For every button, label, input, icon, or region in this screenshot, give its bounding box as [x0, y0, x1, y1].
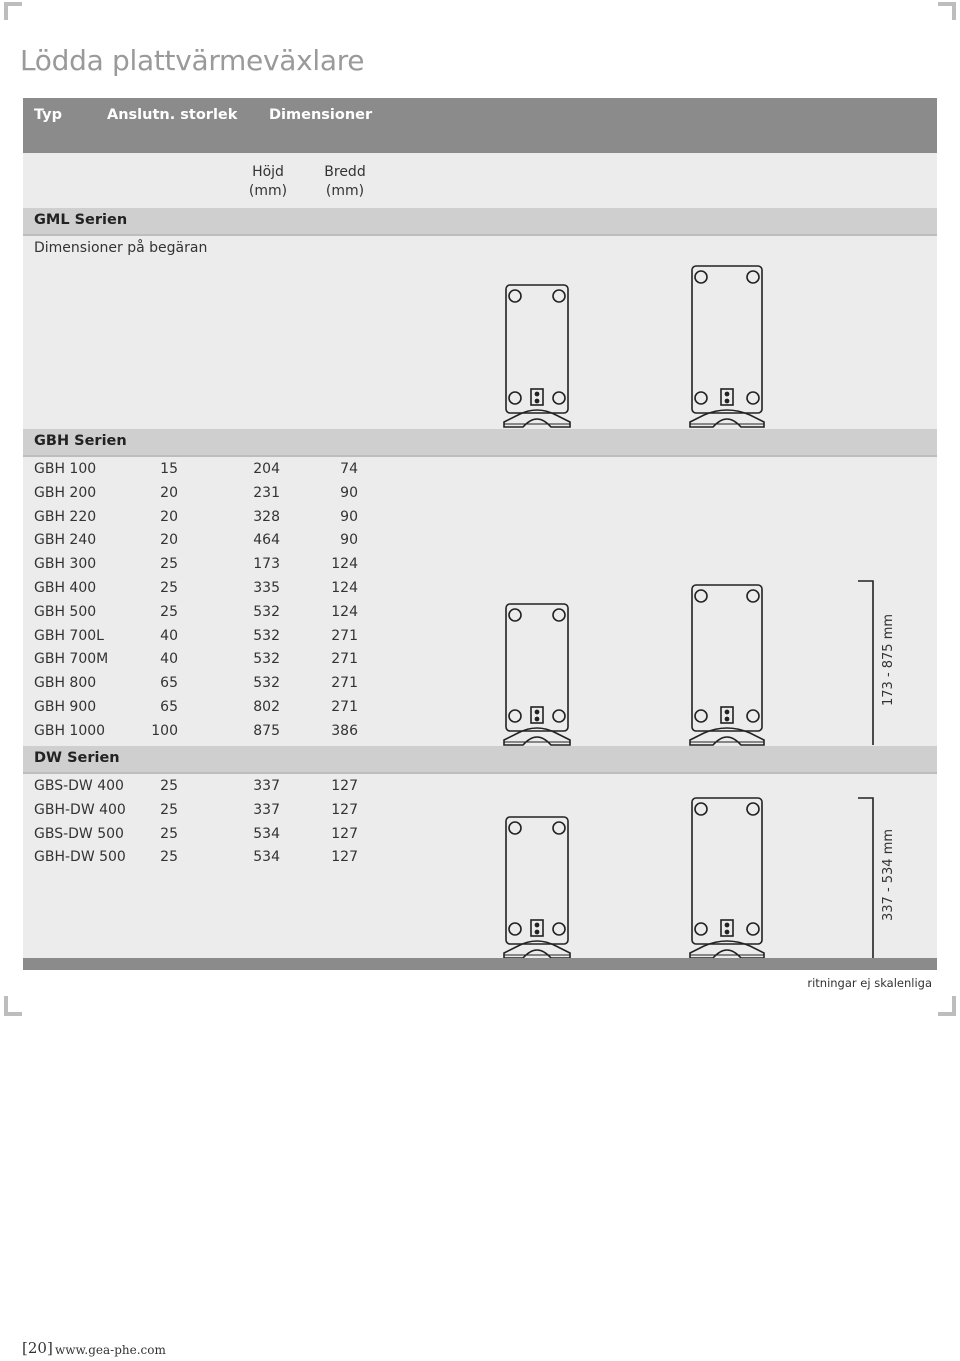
cell-connection: 100: [151, 722, 178, 739]
cell-width: 90: [340, 484, 358, 501]
width-label: Bredd: [324, 164, 366, 180]
heat-exchanger-icon: [504, 285, 570, 427]
cell-connection: 65: [160, 699, 178, 715]
cell-model: GBH 400: [34, 580, 97, 596]
width-unit: (mm): [325, 183, 365, 199]
cell-width: 124: [331, 580, 358, 596]
cell-width: 124: [331, 556, 358, 573]
cell-width: 127: [331, 849, 358, 866]
heat-exchanger-icon: [690, 266, 764, 427]
height-label: Höjd: [252, 164, 284, 180]
cell-height: 335: [253, 580, 280, 596]
table-footer-bar: [23, 958, 937, 970]
header-dimensions: Dimensioner: [269, 107, 373, 123]
cell-model: GBH 100: [34, 461, 97, 477]
cell-width: 90: [340, 508, 358, 525]
page-title: Lödda plattvärmeväxlare: [20, 44, 365, 77]
cell-height: 532: [253, 627, 280, 644]
cell-connection: 40: [160, 651, 178, 668]
cell-connection: 25: [160, 778, 178, 794]
cell-height: 328: [253, 508, 280, 525]
heat-exchanger-icon: [690, 798, 764, 958]
section-title: GBH Serien: [34, 433, 127, 449]
cell-model: GBH-DW 500: [34, 849, 126, 866]
cell-height: 464: [253, 532, 280, 549]
cell-model: GBH 300: [34, 556, 97, 573]
cell-connection: 20: [160, 484, 178, 501]
section-title: DW Serien: [34, 750, 120, 766]
cell-height: 802: [253, 699, 280, 715]
cell-model: GBH 700M: [34, 651, 109, 668]
cell-width: 271: [331, 627, 358, 644]
cell-model: GBH-DW 400: [34, 801, 126, 818]
cell-height: 337: [253, 801, 280, 818]
website-url: www.gea-phe.com: [55, 1343, 166, 1357]
cell-connection: 25: [160, 849, 178, 866]
cell-model: GBH 220: [34, 508, 97, 525]
cell-height: 534: [253, 825, 280, 842]
scale-note: ritningar ej skalenliga: [807, 976, 932, 990]
heat-exchanger-icon: [504, 604, 570, 745]
cell-height: 534: [253, 849, 280, 866]
cell-connection: 20: [160, 532, 178, 549]
cell-connection: 25: [160, 556, 178, 573]
range-bracket-dw: [858, 798, 873, 958]
heat-exchanger-icon: [504, 817, 570, 958]
cell-model: GBH 700L: [34, 627, 104, 644]
range-label-gbh: 173 - 875 mm: [881, 613, 896, 706]
header-connection: Anslutn. storlek: [107, 107, 238, 123]
page-number-value: 20: [27, 1339, 47, 1357]
cell-width: 124: [331, 603, 358, 620]
range-bracket-gbh: [858, 581, 873, 745]
cell-width: 271: [331, 699, 358, 715]
cell-connection: 25: [160, 801, 178, 818]
cell-height: 532: [253, 603, 280, 620]
header-type: Typ: [34, 107, 63, 123]
cell-width: 271: [331, 675, 358, 692]
cell-connection: 25: [160, 825, 178, 842]
section-title: GML Serien: [34, 212, 128, 228]
cell-height: 337: [253, 778, 280, 794]
cell-connection: 20: [160, 508, 178, 525]
gml-note: Dimensioner på begäran: [34, 240, 208, 256]
cell-height: 532: [253, 651, 280, 668]
range-label-dw: 337 - 534 mm: [881, 828, 896, 921]
height-unit: (mm): [248, 183, 288, 199]
cell-model: GBH 500: [34, 603, 97, 620]
cell-height: 231: [253, 484, 280, 501]
page-number: [20]: [22, 1339, 53, 1357]
heat-exchanger-icon: [690, 585, 764, 745]
cell-connection: 65: [160, 675, 178, 692]
cell-connection: 25: [160, 603, 178, 620]
cell-width: 127: [331, 778, 358, 794]
cell-model: GBH 900: [34, 699, 97, 715]
cell-width: 271: [331, 651, 358, 668]
cell-model: GBS-DW 400: [34, 778, 124, 794]
cell-model: GBH 240: [34, 532, 97, 549]
cell-height: 875: [253, 722, 280, 739]
cell-connection: 25: [160, 580, 178, 596]
cell-height: 204: [253, 461, 280, 477]
cell-width: 386: [331, 722, 358, 739]
cell-connection: 15: [160, 461, 178, 477]
cell-height: 532: [253, 675, 280, 692]
cell-width: 127: [331, 801, 358, 818]
cell-connection: 40: [160, 627, 178, 644]
cell-model: GBH 800: [34, 675, 97, 692]
cell-model: GBH 1000: [34, 722, 106, 739]
cell-model: GBS-DW 500: [34, 825, 124, 842]
cell-width: 127: [331, 825, 358, 842]
cell-height: 173: [253, 556, 280, 573]
cell-model: GBH 200: [34, 484, 97, 501]
cell-width: 74: [340, 461, 358, 477]
cell-width: 90: [340, 532, 358, 549]
